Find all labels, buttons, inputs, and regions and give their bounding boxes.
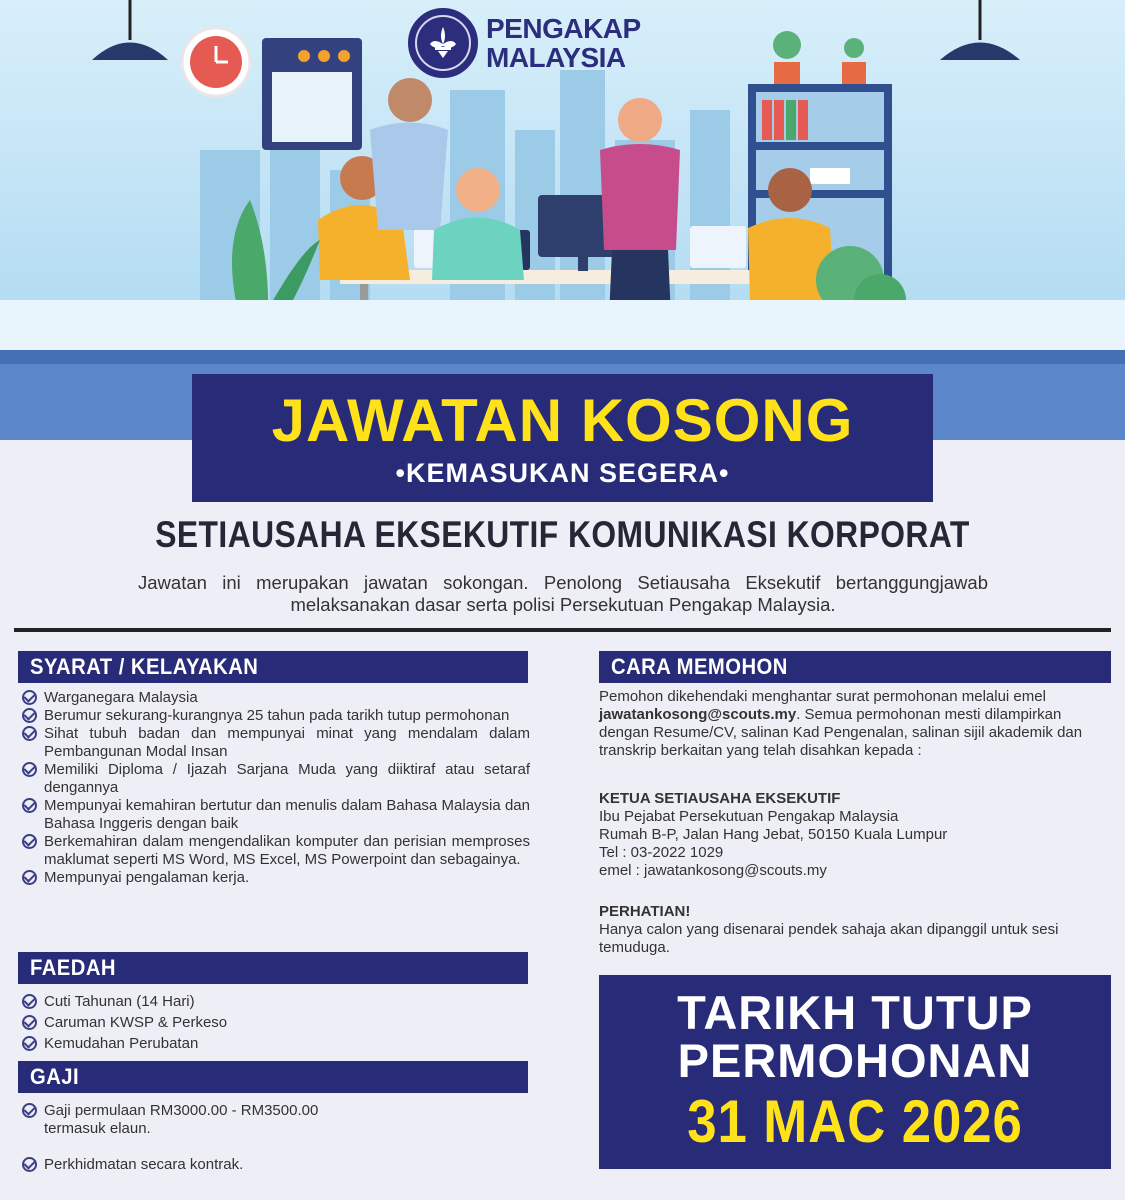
check-circle-icon <box>22 762 37 777</box>
scout-emblem-icon <box>408 8 478 78</box>
closing-date: 31 MAC 2026 <box>687 1088 1023 1155</box>
list-item: Berkemahiran dalam mengendalikan komputer dan perisian memproses maklumat seperti MS Word, MS Excel, MS Powerpoint dan sebagainya. <box>22 833 530 869</box>
check-circle-icon <box>22 1015 37 1030</box>
logo-line-1: PENGAKAP <box>486 13 641 44</box>
closing-line-2: PERMOHONAN <box>677 1034 1033 1087</box>
list-item: Kemudahan Perubatan <box>22 1035 530 1053</box>
logo-wordmark <box>486 14 641 72</box>
wall-clock <box>182 28 250 96</box>
ceiling-lamp-right <box>940 0 1020 60</box>
check-circle-icon <box>22 994 37 1009</box>
notice-text: Hanya calon yang disenarai pendek sahaja akan dipanggil untuk sesi temuduga. <box>599 921 1059 956</box>
apply-heading: CARA MEMOHON <box>599 651 1111 683</box>
address-title: KETUA SETIAUSAHA EKSEKUTIF <box>599 790 841 807</box>
address-email[interactable]: emel : jawatankosong@scouts.my <box>599 862 827 879</box>
list-item: Berumur sekurang-kurangnya 25 tahun pada tarikh tutup permohonan <box>22 707 530 725</box>
floor-band <box>0 300 1125 350</box>
check-circle-icon <box>22 1036 37 1051</box>
check-circle-icon <box>22 690 37 705</box>
check-circle-icon <box>22 1157 37 1172</box>
apply-email-link[interactable]: jawatankosong@scouts.my <box>599 706 797 723</box>
check-circle-icon <box>22 726 37 741</box>
salary-list <box>22 1102 362 1174</box>
vacancy-banner <box>192 374 933 502</box>
banner-title: JAWATAN KOSONG <box>271 387 854 454</box>
address-tel: Tel : 03-2022 1029 <box>599 844 724 861</box>
floor-edge <box>0 350 1125 364</box>
list-item: Sihat tubuh badan dan mempunyai minat yang mendalam dalam Pembangunan Modal Insan <box>22 725 530 761</box>
check-circle-icon <box>22 1103 37 1118</box>
person-seated-middle <box>432 168 524 280</box>
check-circle-icon <box>22 798 37 813</box>
banner-subtitle: •KEMASUKAN SEGERA• <box>395 458 730 488</box>
requirements-list <box>22 689 530 887</box>
list-item: Cuti Tahunan (14 Hari) <box>22 993 530 1011</box>
closing-line-1: TARIKH TUTUP <box>677 986 1033 1039</box>
benefits-heading: FAEDAH <box>18 952 528 984</box>
apply-paragraph: Pemohon dikehendaki menghantar surat permohonan melalui emel jawatankosong@scouts.my. Semua permohonan mesti dilampirkan dengan Resume/CV, salinan Kad Pengenalan, salinan sijil akademik dan transkrip berkaitan yang telah disahkan kepada : <box>599 688 1083 759</box>
address-line-1: Ibu Pejabat Persekutuan Pengakap Malaysia <box>599 808 899 825</box>
logo-line-2: MALAYSIA <box>486 42 626 73</box>
list-item: Warganegara Malaysia <box>22 689 530 707</box>
pengakap-logo <box>408 8 641 78</box>
list-item: Mempunyai pengalaman kerja. <box>22 869 530 887</box>
notice-block <box>599 903 1111 957</box>
notice-title: PERHATIAN! <box>599 903 691 920</box>
mailing-address <box>599 790 1111 880</box>
salary-heading: GAJI <box>18 1061 528 1093</box>
job-title: SETIAUSAHA EKSEKUTIF KOMUNIKASI KORPORAT <box>155 514 970 555</box>
list-item: Gaji permulaan RM3000.00 - RM3500.00 termasuk elaun. <box>22 1102 362 1138</box>
requirements-heading: SYARAT / KELAYAKAN <box>18 651 528 683</box>
list-item: Caruman KWSP & Perkeso <box>22 1014 530 1032</box>
check-circle-icon <box>22 708 37 723</box>
address-line-2: Rumah B-P, Jalan Hang Jebat, 50150 Kuala Lumpur <box>599 826 948 843</box>
list-item: Perkhidmatan secara kontrak. <box>22 1156 362 1174</box>
check-circle-icon <box>22 834 37 849</box>
check-circle-icon <box>22 870 37 885</box>
section-divider <box>14 628 1111 632</box>
benefits-list <box>22 993 530 1053</box>
list-item: Memiliki Diploma / Ijazah Sarjana Muda yang diiktiraf atau setaraf dengannya <box>22 761 530 797</box>
intro-paragraph: Jawatan ini merupakan jawatan sokongan. Penolong Setiausaha Eksekutif bertanggungjawab melaksanakan dasar serta polisi Persekutuan Pengakap Malaysia. <box>138 572 988 615</box>
ceiling-lamp-left <box>92 0 168 60</box>
list-item: Mempunyai kemahiran bertutur dan menulis dalam Bahasa Malaysia dan Bahasa Inggeris dengan baik <box>22 797 530 833</box>
person-standing-left <box>370 78 448 230</box>
closing-date-box <box>599 975 1111 1169</box>
